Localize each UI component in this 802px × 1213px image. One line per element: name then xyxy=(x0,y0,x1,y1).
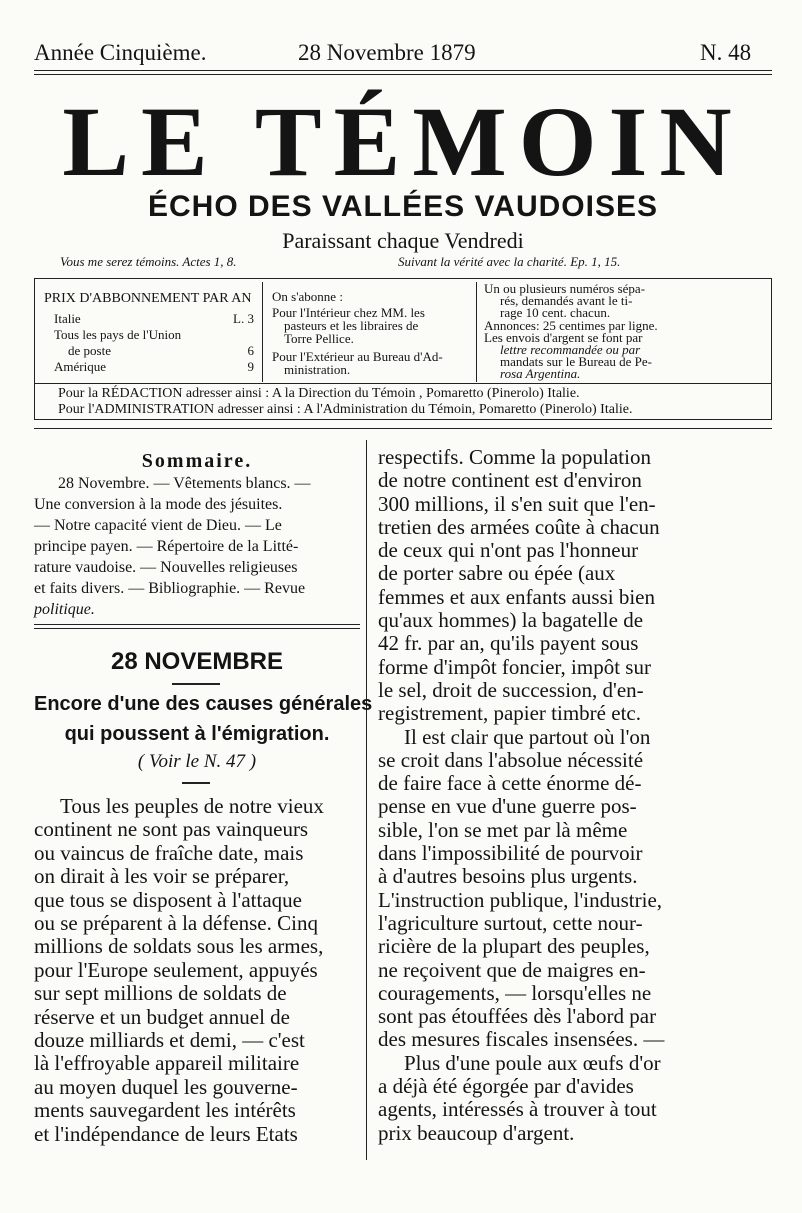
subscribe-line-4: Torre Pellice. xyxy=(284,331,354,346)
sommaire-line: rature vaudoise. — Nouvelles religieuses xyxy=(34,559,298,576)
article-line: se croit dans l'absolue nécessité xyxy=(378,747,644,772)
price-value: L. 3 xyxy=(233,311,254,326)
article-line: respectifs. Comme la population xyxy=(378,445,651,469)
article-title-line-1: Encore d'une des causes générales xyxy=(34,693,373,715)
article-line: ricière de la plupart des peuples, xyxy=(378,934,650,959)
article-line: qu'aux hommes) la bagatelle de xyxy=(378,608,644,633)
sommaire-rule xyxy=(34,624,360,625)
article-line: et l'indépendance de leurs Etats xyxy=(34,1121,298,1146)
issue-number: N. 48 xyxy=(700,40,752,65)
article-line: ou se préparent à la défense. Cinq xyxy=(34,911,318,936)
column-divider xyxy=(366,440,367,1160)
info-divider-1 xyxy=(262,282,263,382)
subscribe-line-3: pasteurs et les libraires de xyxy=(284,318,419,333)
article-line: couragements, — lorsqu'elles ne xyxy=(378,980,652,1005)
article-date-heading: 28 NOVEMBRE xyxy=(110,648,284,675)
sommaire-heading: Sommaire. xyxy=(141,450,253,472)
sommaire-line: politique. xyxy=(34,601,95,618)
subscribe-line-1: On s'abonne : xyxy=(272,289,343,304)
article-right-column xyxy=(378,446,774,1145)
price-label: Tous les pays de l'Union xyxy=(54,327,182,342)
article-line: dans l'impossibilité de pourvoir xyxy=(378,841,643,866)
article-line: tretien des armées coûte à chacun xyxy=(378,514,660,539)
subscribe-line-5: Pour l'Extérieur au Bureau d'Ad- xyxy=(272,349,443,364)
price-label: Amérique xyxy=(54,359,106,374)
article-line: continent ne sont pas vainqueurs xyxy=(34,817,309,842)
article-line: de faire face à cette énorme dé- xyxy=(378,771,642,796)
article-line: de porter sabre ou épée (aux xyxy=(378,561,616,586)
price-value: 9 xyxy=(247,359,254,374)
article-reference: ( Voir le N. 47 ) xyxy=(137,751,257,772)
subscribe-line-6: ministration. xyxy=(284,362,351,377)
motto-right: Suivant la vérité avec la charité. Ep. 1, 15. xyxy=(398,254,621,269)
sommaire-line: principe payen. — Répertoire de la Litté- xyxy=(34,538,299,555)
issue-date: 28 Novembre 1879 xyxy=(298,40,476,65)
article-line: ne reçoivent que de maigres en- xyxy=(378,957,646,982)
subscription-row-amerique xyxy=(54,360,254,374)
subscription-row-poste xyxy=(54,344,254,358)
publication-frequency: Paraissant chaque Vendredi xyxy=(282,228,524,253)
sommaire-line: et faits divers. — Bibliographie. — Revue xyxy=(34,580,306,597)
article-line: ments sauvegardent les intérêts xyxy=(34,1098,296,1123)
subscription-row-italie xyxy=(54,312,254,326)
subscription-row-union xyxy=(54,328,254,342)
article-line: Il est clair que partout où l'on xyxy=(404,724,651,749)
article-line: là l'effroyable appareil militaire xyxy=(34,1051,300,1076)
article-line: L'instruction publique, l'industrie, xyxy=(378,887,663,912)
article-line: au moyen duquel les gouverne- xyxy=(34,1074,298,1099)
top-rule-2 xyxy=(34,74,772,75)
article-line: de ceux qui n'ont pas l'honneur xyxy=(378,538,639,563)
article-line: femmes et aux enfants aussi bien xyxy=(378,584,655,609)
notice-line-5: Les envois d'argent se font par xyxy=(484,330,643,345)
sommaire-line: Une conversion à la mode des jésuites. xyxy=(34,496,283,513)
notice-line-4: Annonces: 25 centimes par ligne. xyxy=(484,318,658,333)
article-line: pour l'Europe seulement, appuyés xyxy=(34,957,318,982)
header-bottom-rule xyxy=(34,428,772,429)
article-title-line-2: qui poussent à l'émigration. xyxy=(64,723,330,745)
heading-separator xyxy=(172,683,220,685)
sommaire-line: 28 Novembre. — Vêtements blancs. — xyxy=(58,475,311,492)
article-line: l'agriculture surtout, cette nour- xyxy=(378,910,643,935)
reference-separator xyxy=(182,782,210,784)
sommaire-list xyxy=(34,473,360,620)
article-line: des mesures fiscales insensées. — xyxy=(378,1027,665,1052)
newspaper-title: LE TÉMOIN xyxy=(62,86,744,197)
redaction-address: Pour la RÉDACTION adresser ainsi : A la Direction du Témoin , Pomaretto (Pinerolo) Italie. xyxy=(58,386,580,401)
article-line: 300 millions, il s'en suit que l'en- xyxy=(378,491,656,516)
subscribe-line-2: Pour l'Intérieur chez MM. les xyxy=(272,305,425,320)
article-line: millions de soldats sous les armes, xyxy=(34,934,324,959)
top-rule xyxy=(34,70,772,71)
article-line: sible, l'on se met par là même xyxy=(378,817,628,842)
article-left-column xyxy=(34,795,360,1146)
article-line: que tous se disposent à l'attaque xyxy=(34,887,302,912)
notice-line-6: lettre recommandée ou par xyxy=(500,342,641,357)
article-line: Plus d'une poule aux œufs d'or xyxy=(404,1050,661,1075)
article-line: à d'autres besoins plus urgents. xyxy=(378,864,638,889)
info-divider-2 xyxy=(476,282,477,382)
info-rule xyxy=(34,383,772,384)
article-line: ou vaincus de fraîche date, mais xyxy=(34,840,304,865)
price-label: de poste xyxy=(68,343,111,358)
notice-line-7: mandats sur le Bureau de Pe- xyxy=(500,354,652,369)
notice-line-3: rage 10 cent. chacun. xyxy=(500,305,611,320)
article-line: registrement, papier timbré etc. xyxy=(378,701,641,726)
year-label: Année Cinquième. xyxy=(34,40,207,65)
motto-left: Vous me serez témoins. Actes 1, 8. xyxy=(60,254,237,269)
notice-line-8: rosa Argentina. xyxy=(500,366,581,381)
sommaire-line: — Notre capacité vient de Dieu. — Le xyxy=(34,517,282,534)
article-line: réserve et un budget annuel de xyxy=(34,1004,290,1029)
subscription-heading: PRIX D'ABBONNEMENT PAR AN xyxy=(44,291,252,306)
article-line: sur sept millions de soldats de xyxy=(34,981,287,1006)
article-line: le sel, droit de succession, d'en- xyxy=(378,677,644,702)
article-line: douze milliards et demi, — c'est xyxy=(34,1028,305,1053)
article-line: prix beaucoup d'argent. xyxy=(378,1120,575,1145)
administration-address: Pour l'ADMINISTRATION adresser ainsi : A l'Administration du Témoin, Pomaretto (Pinerolo) Italie. xyxy=(58,402,633,417)
price-label: Italie xyxy=(54,311,81,326)
article-line: 42 fr. par an, qu'ils payent sous xyxy=(378,631,639,656)
article-line: agents, intéressés à trouver à tout xyxy=(378,1097,657,1122)
article-line: on dirait à les voir se préparer, xyxy=(34,864,290,889)
notice-line-1: Un ou plusieurs numéros sépa- xyxy=(484,281,646,296)
sommaire-rule-2 xyxy=(34,628,360,629)
article-line: de notre continent est d'environ xyxy=(378,468,642,493)
article-line: pense en vue d'une guerre pos- xyxy=(378,794,637,819)
article-line: forme d'impôt foncier, impôt sur xyxy=(378,654,651,679)
article-line: sont pas étouffées dès l'abord par xyxy=(378,1004,657,1029)
article-line: a déjà été égorgée par d'avides xyxy=(378,1074,634,1099)
article-line: Tous les peuples de notre vieux xyxy=(60,794,324,818)
price-value: 6 xyxy=(247,343,254,358)
newspaper-subtitle: ÉCHO DES VALLÉES VAUDOISES xyxy=(148,190,658,223)
notice-line-2: rés, demandés avant le ti- xyxy=(500,293,633,308)
